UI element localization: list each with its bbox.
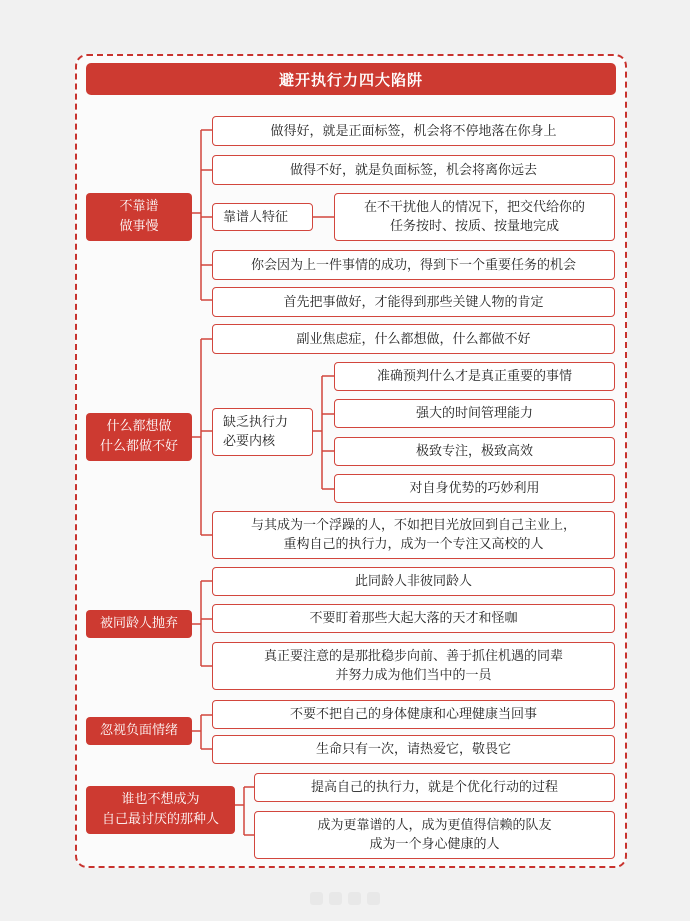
item-box: 不要不把自己的身体健康和心理健康当回事 [212, 700, 615, 729]
category-label-line: 自己最讨厌的那种人 [101, 812, 219, 827]
connector-s1 [192, 130, 212, 300]
category-label-line: 被同龄人抛弃 [99, 616, 178, 631]
item-line: 任务按时、按质、按量地完成 [389, 219, 559, 234]
category-negative-emotion [86, 717, 192, 745]
item-box: 不要盯着那些大起大落的天才和怪咖 [212, 604, 615, 633]
category-peers [86, 610, 192, 638]
sub-label-line: 必要内核 [223, 434, 276, 449]
item-box: 做得不好，就是负面标签，机会将离你远去 [212, 155, 615, 185]
page-dot[interactable] [348, 892, 361, 905]
page-title: 避开执行力四大陷阱 [86, 63, 616, 95]
item-box: 此同龄人非彼同龄人 [212, 567, 615, 596]
sub-label-line: 缺乏执行力 [223, 415, 289, 430]
item-line: 重构自己的执行力，成为一个专注又高校的人 [283, 537, 544, 552]
item-box: 你会因为上一件事情的成功，得到下一个重要任务的机会 [212, 250, 615, 280]
item-box: 强大的时间管理能力 [334, 399, 615, 428]
page-dot[interactable] [329, 892, 342, 905]
item-box [254, 811, 615, 859]
item-box: 做得好，就是正面标签，机会将不停地落在你身上 [212, 116, 615, 146]
item-box: 提高自己的执行力，就是个优化行动的过程 [254, 773, 615, 802]
category-unreliable [86, 193, 192, 241]
item-line: 成为一个身心健康的人 [369, 837, 500, 852]
item-box: 极致专注，极致高效 [334, 437, 615, 466]
category-hated-person [86, 786, 235, 834]
category-label-line: 什么都想做 [106, 419, 172, 434]
category-label-line: 谁也不想成为 [121, 792, 200, 807]
item-box: 生命只有一次，请热爱它，敬畏它 [212, 735, 615, 764]
page-dot[interactable] [367, 892, 380, 905]
item-line: 与其成为一个浮躁的人，不如把目光放回到自己主业上， [250, 518, 576, 533]
pagination-dots [300, 889, 390, 907]
connector-s5 [235, 787, 254, 835]
connector-s2-sub [313, 376, 334, 489]
category-label-line: 忽视负面情绪 [99, 723, 178, 738]
category-label-line: 不靠谱 [119, 199, 159, 214]
category-label-line: 什么都做不好 [99, 439, 178, 454]
item-box [212, 642, 615, 690]
item-line: 并努力成为他们当中的一员 [335, 668, 492, 683]
item-line: 在不干扰他人的情况下，把交代给你的 [363, 200, 585, 215]
category-want-everything [86, 413, 192, 461]
item-line: 成为更靠谱的人，成为更值得信赖的队友 [317, 818, 552, 833]
sub-label-box: 靠谱人特征 [212, 203, 313, 231]
item-box: 对自身优势的巧妙利用 [334, 474, 615, 503]
item-box: 准确预判什么才是真正重要的事情 [334, 362, 615, 391]
connector-s4 [192, 715, 212, 749]
item-line: 真正要注意的是那批稳步向前、善于抓住机遇的同辈 [263, 649, 563, 664]
connector-s2 [192, 339, 212, 535]
connector-s3 [192, 581, 212, 666]
item-box: 首先把事做好，才能得到那些关键人物的肯定 [212, 287, 615, 317]
item-box [334, 193, 615, 241]
item-box [212, 511, 615, 559]
item-box: 副业焦虑症，什么都想做，什么都做不好 [212, 324, 615, 354]
category-label-line: 做事慢 [119, 219, 159, 234]
sub-label-box [212, 408, 313, 456]
page-dot[interactable] [310, 892, 323, 905]
